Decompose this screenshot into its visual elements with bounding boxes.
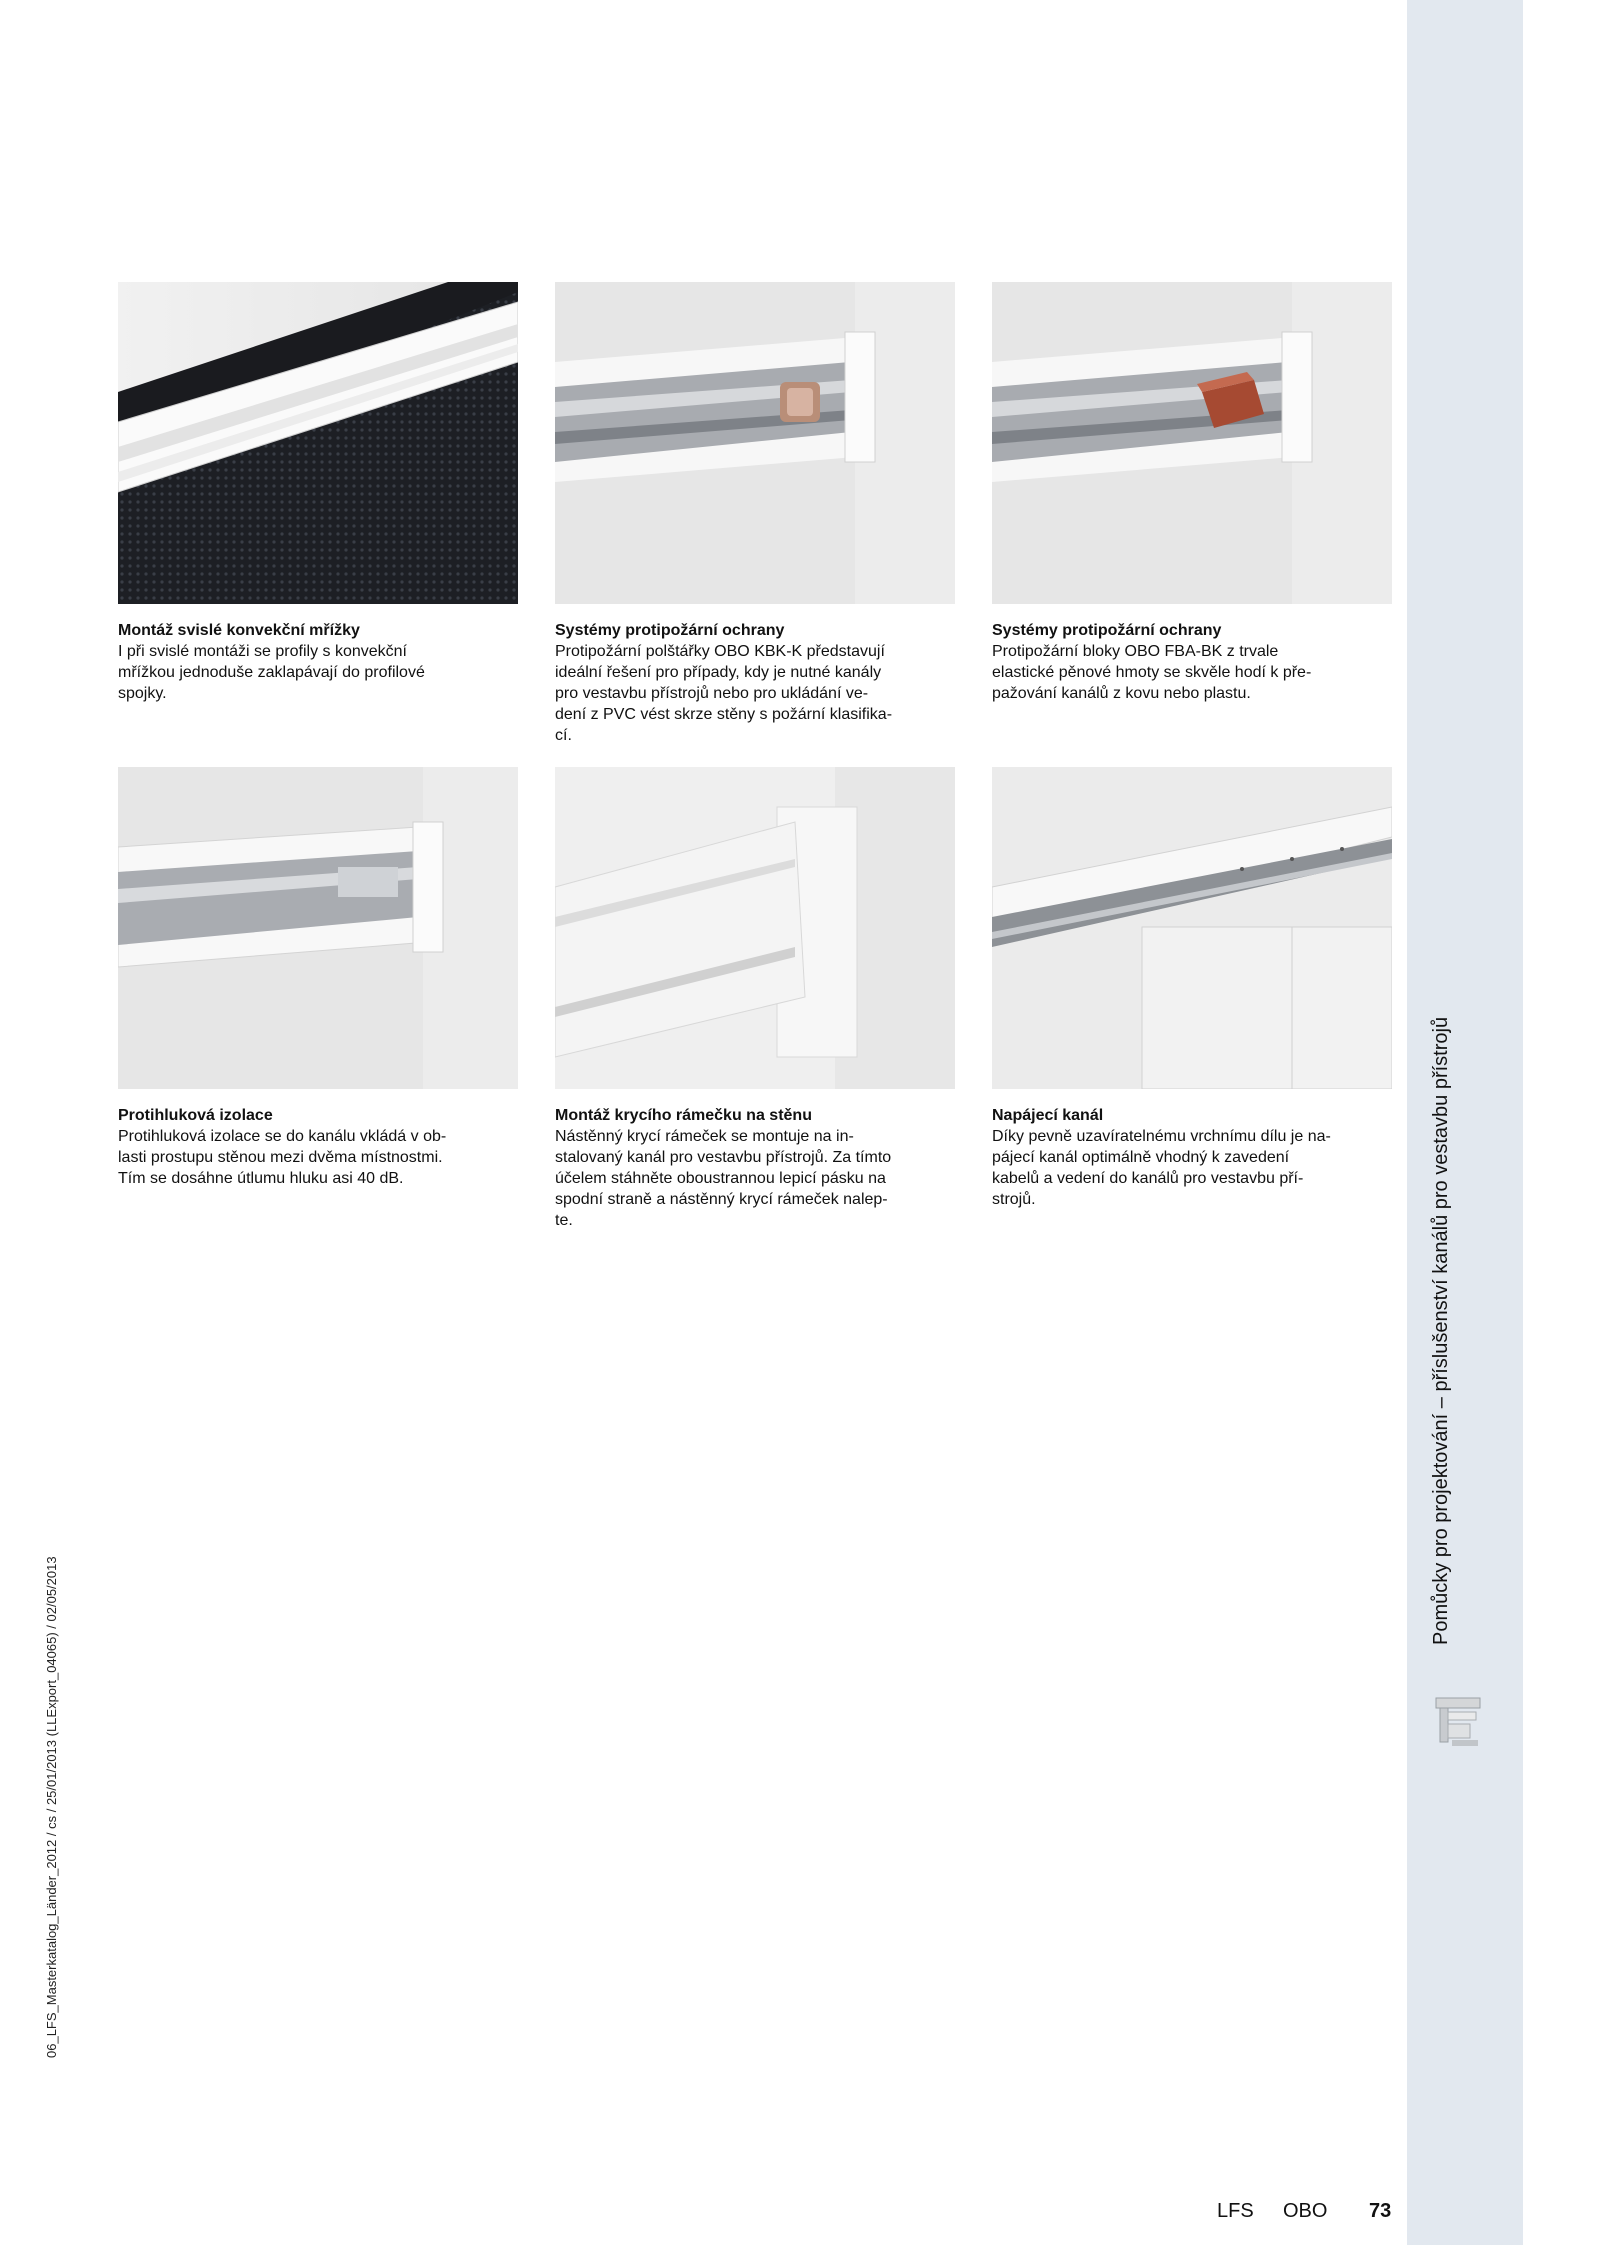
card-text: I při svislé montáži se profily s konvekční mřížkou jednoduše zaklapávají do profilové spojky. xyxy=(118,643,425,702)
photo-power-channel xyxy=(992,767,1392,1089)
photo-sound-insulation xyxy=(118,767,518,1089)
photo-vertical-grille xyxy=(118,282,518,604)
card-text: Nástěnný krycí rámeček se montuje na in- stalovaný kanál pro vestavbu přístrojů. Za tímto účelem stáhněte oboustrannou lepicí pásku na spodní straně a nástěnný krycí rámeček nalep- te. xyxy=(555,1128,892,1229)
card-text: Protipožární bloky OBO FBA-BK z trvale elastické pěnové hmoty se skvěle hodí k pře- pažování kanálů z kovu nebo plastu. xyxy=(992,643,1312,702)
sidebar-title: Pomůcky pro projektování – příslušenství kanálů pro vestavbu přístrojů xyxy=(1430,1016,1452,1645)
photo-fire-blocks xyxy=(992,282,1392,604)
card-title: Napájecí kanál xyxy=(992,1107,1104,1124)
footer-brand-lfs: LFS xyxy=(1217,2200,1254,2222)
card-title: Protihluková izolace xyxy=(118,1107,273,1124)
product-icon xyxy=(1434,1694,1484,1748)
card-title: Montáž krycího rámečku na stěnu xyxy=(555,1107,812,1124)
card-vertical-grille xyxy=(118,282,518,704)
card-fire-pillows xyxy=(555,282,955,746)
photo-wall-frame xyxy=(555,767,955,1089)
card-power-channel xyxy=(992,767,1392,1210)
sidebar-band xyxy=(1407,0,1523,2245)
vertical-meta-text: 06_LFS_Masterkatalog_Länder_2012 / cs / 25/01/2013 (LLExport_04065) / 02/05/2013 xyxy=(44,1556,59,2058)
card-fire-blocks xyxy=(992,282,1392,704)
card-title: Systémy protipožární ochrany xyxy=(992,622,1222,639)
page-number: 73 xyxy=(1369,2200,1392,2222)
card-title: Montáž svislé konvekční mřížky xyxy=(118,622,360,639)
card-text: Protihluková izolace se do kanálu vkládá v ob- lasti prostupu stěnou mezi dvěma místnostmi. Tím se dosáhne útlumu hluku asi 40 dB. xyxy=(118,1128,447,1187)
footer-brand-obo: OBO xyxy=(1283,2200,1328,2222)
card-title: Systémy protipožární ochrany xyxy=(555,622,785,639)
card-sound-insulation xyxy=(118,767,518,1189)
card-text: Díky pevně uzavíratelnému vrchnímu dílu je na- pájecí kanál optimálně vhodný k zavedení kabelů a vedení do kanálů pro vestavbu pří- strojů. xyxy=(992,1128,1331,1208)
photo-fire-pillows xyxy=(555,282,955,604)
card-text: Protipožární polštářky OBO KBK-K představují ideální řešení pro případy, kdy je nutné kanály pro vestavbu přístrojů nebo pro ukládání ve- dení z PVC vést skrze stěny s požární klasifika- cí. xyxy=(555,643,893,744)
card-wall-frame xyxy=(555,767,955,1231)
